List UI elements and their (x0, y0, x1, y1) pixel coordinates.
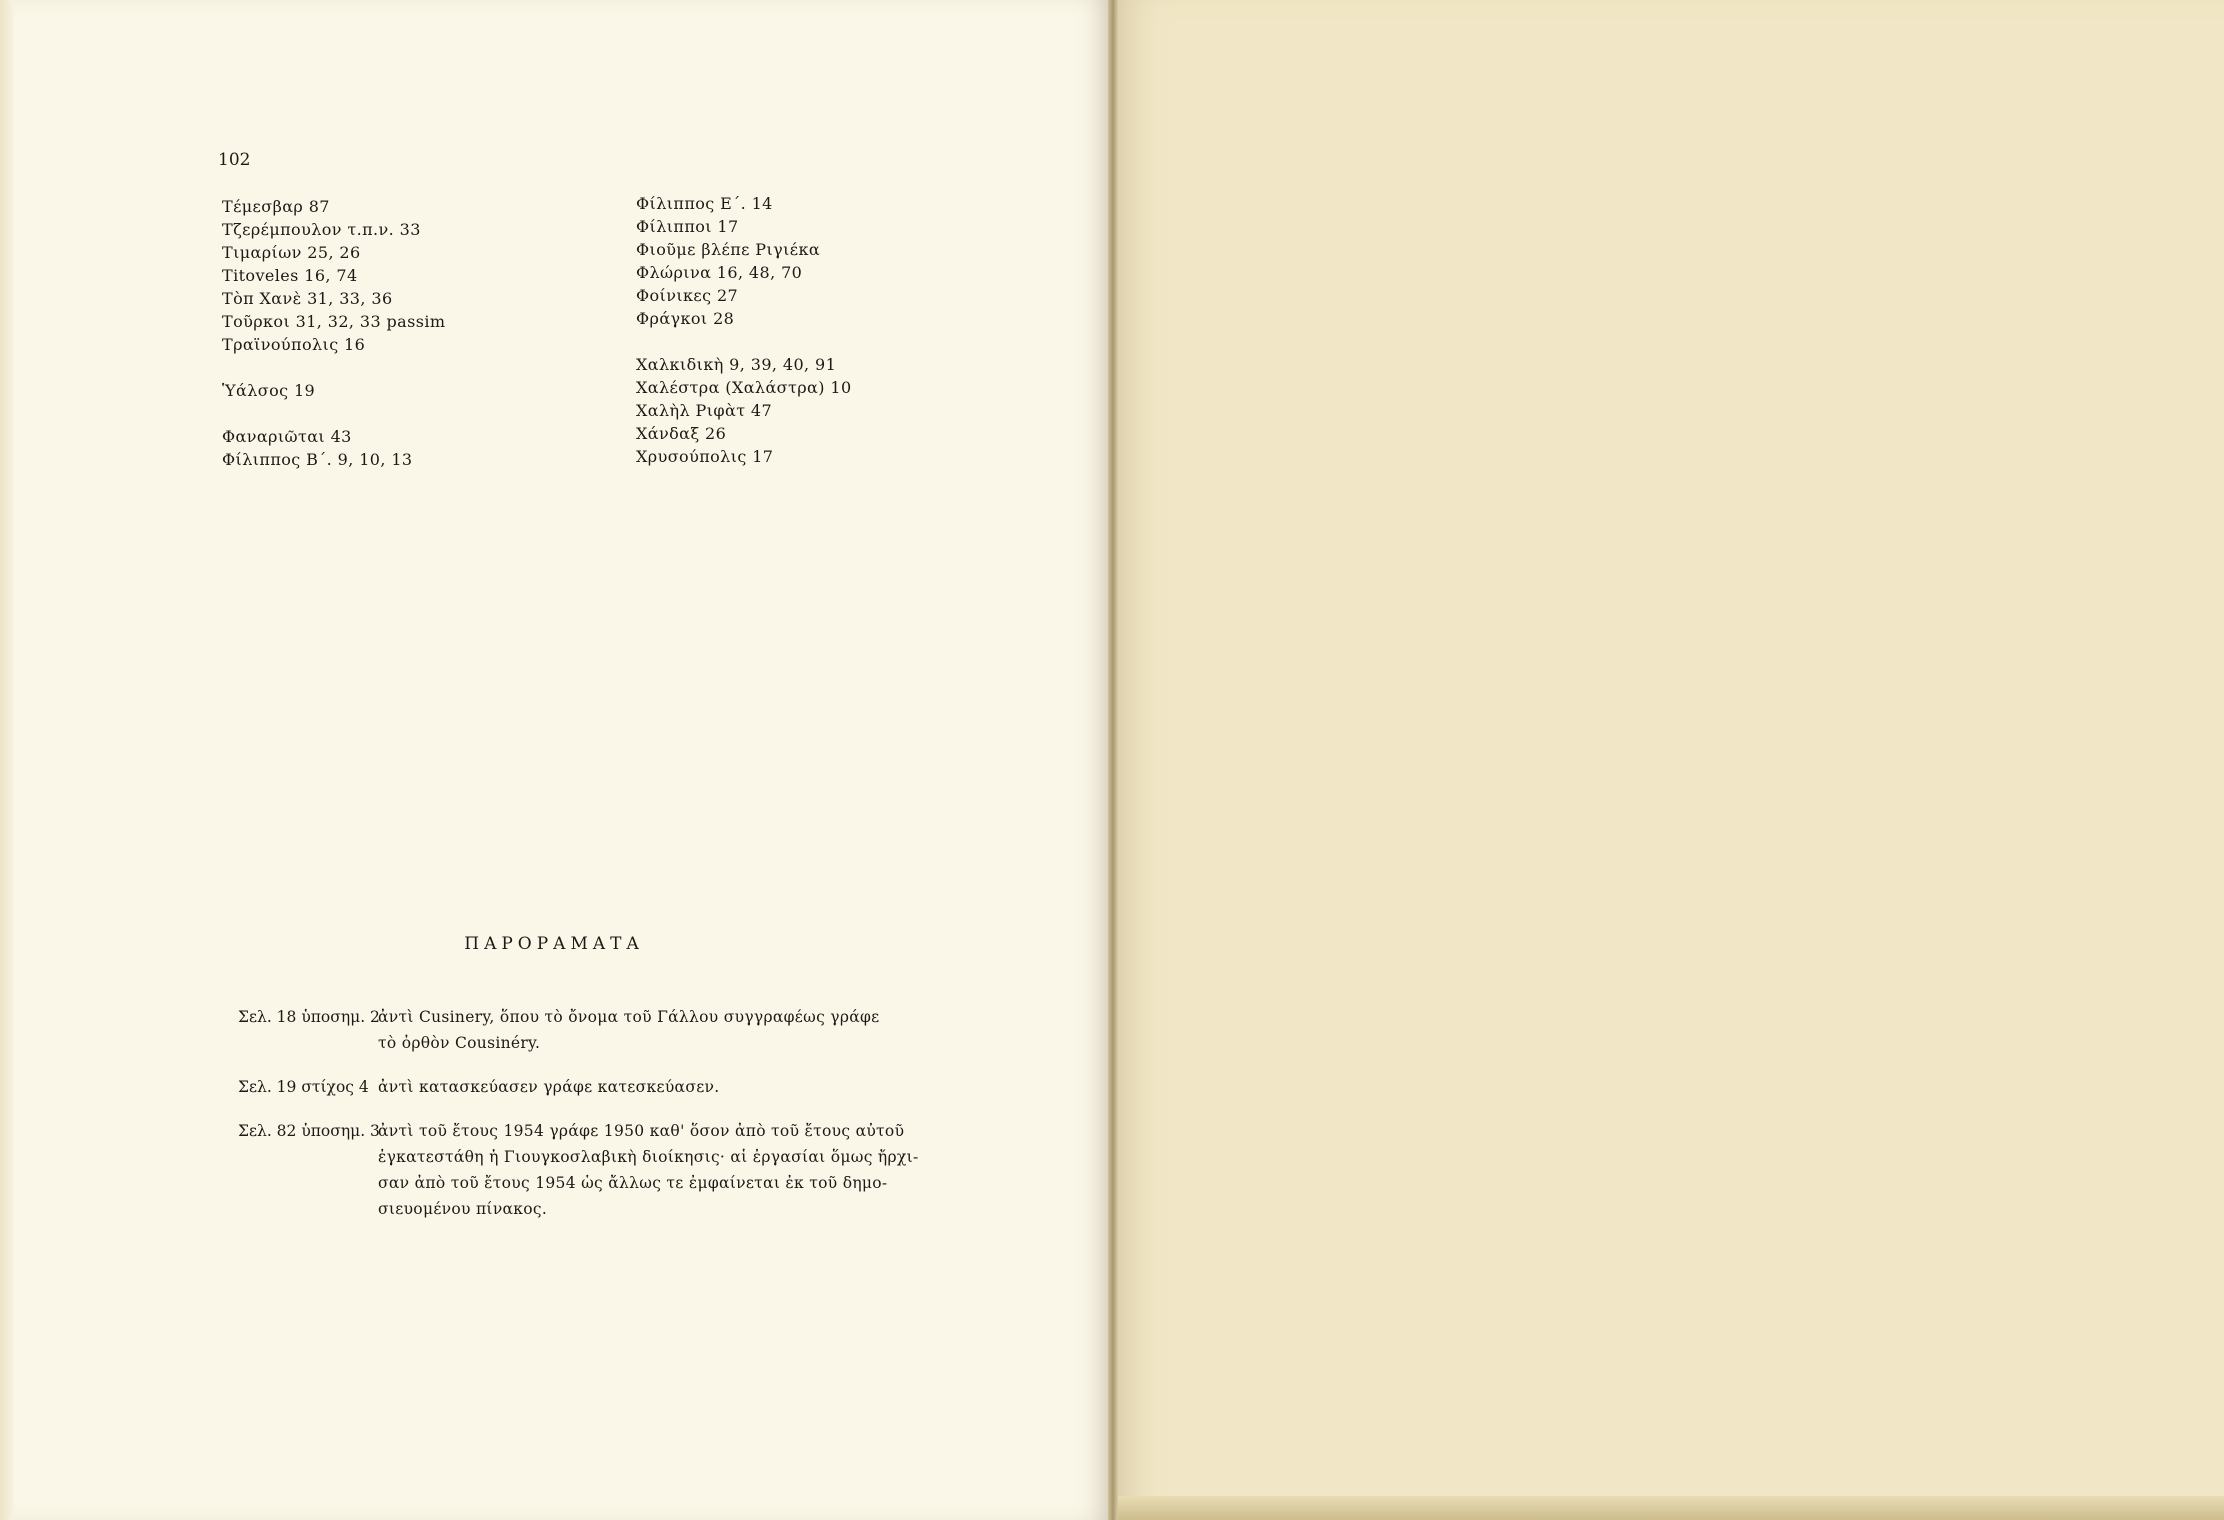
index-entry: Φαναριῶται 43 (222, 427, 352, 446)
index-entry: Χρυσούπολις 17 (636, 447, 774, 466)
errata-ref: Σελ. 82 ὑποσημ. 3 (238, 1122, 380, 1140)
index-entry: Φλώρινα 16, 48, 70 (636, 263, 803, 282)
index-entry: Φιοῦμε βλέπε Ριγιέκα (636, 240, 821, 259)
index-entry: Ὑάλσος 19 (222, 381, 316, 400)
index-entry: Χαλὴλ Ριφὰτ 47 (636, 401, 773, 420)
index-column-2 (636, 192, 852, 468)
index-entry: Φράγκοι 28 (636, 309, 735, 328)
errata-ref: Σελ. 18 ὑποσημ. 2 (238, 1008, 380, 1026)
index-entry: Χαλέστρα (Χαλάστρα) 10 (636, 378, 852, 397)
errata-list (238, 1004, 1008, 1240)
index-entry: Titoveles 16, 74 (222, 266, 358, 285)
index-gap (636, 330, 852, 353)
errata-line: ἀντὶ Cusinery, ὅπου τὸ ὄνομα τοῦ Γάλλου συγγραφέως γράφε (378, 1008, 880, 1026)
index-gap (222, 402, 445, 425)
index-entry: Χαλκιδικὴ 9, 39, 40, 91 (636, 355, 837, 374)
errata-line: ἐγκατεστάθη ἡ Γιουγκοσλαβικὴ διοίκησις· αἱ ἐργασίαι ὅμως ἤρχι- (378, 1148, 919, 1166)
index-entry: Τιμαρίων 25, 26 (222, 243, 361, 262)
errata-title: ΠΑΡΟΡΑΜΑΤΑ (464, 934, 644, 954)
right-page-blank (1118, 0, 2224, 1520)
index-entry: Τὸπ Χανὲ 31, 33, 36 (222, 289, 393, 308)
book-gutter (1108, 0, 1118, 1520)
errata-line: σαν ἀπὸ τοῦ ἔτους 1954 ὡς ἄλλως τε ἐμφαίνεται ἐκ τοῦ δημο- (378, 1174, 888, 1192)
errata-text (378, 1004, 1008, 1056)
index-column-1 (222, 195, 445, 471)
errata-text (378, 1118, 1008, 1222)
index-entry: Φίλιππος Ε΄. 14 (636, 194, 773, 213)
index-entry: Τραϊνούπολις 16 (222, 335, 366, 354)
index-entry: Τοῦρκοι 31, 32, 33 passim (222, 312, 446, 331)
page-bottom-edge (1118, 1496, 2224, 1520)
index-entry: Τζερέμπουλον τ.π.ν. 33 (222, 220, 421, 239)
page-edge (0, 0, 14, 1520)
errata-item (238, 1074, 1008, 1100)
page-number: 102 (218, 150, 251, 170)
errata-line: ἀντὶ κατασκεύασεν γράφε κατεσκεύασεν. (378, 1078, 720, 1096)
index-entry: Φίλιπποι 17 (636, 217, 739, 236)
errata-line: ἀντὶ τοῦ ἔτους 1954 γράφε 1950 καθ' ὅσον ἀπὸ τοῦ ἔτους αὐτοῦ (378, 1122, 905, 1140)
index-gap (222, 356, 445, 379)
index-entry: Χάνδαξ 26 (636, 424, 727, 443)
errata-line: σιευομένου πίνακος. (378, 1200, 548, 1218)
errata-ref: Σελ. 19 στίχος 4 (238, 1078, 369, 1096)
errata-item (238, 1004, 1008, 1056)
errata-item (238, 1118, 1008, 1222)
left-page (0, 0, 1108, 1520)
index-entry: Φοίνικες 27 (636, 286, 739, 305)
errata-text (378, 1074, 1008, 1100)
index-entry: Τέμεσβαρ 87 (222, 197, 330, 216)
errata-line: τὸ ὀρθὸν Cousinéry. (378, 1034, 541, 1052)
index-entry: Φίλιππος Β΄. 9, 10, 13 (222, 450, 413, 469)
